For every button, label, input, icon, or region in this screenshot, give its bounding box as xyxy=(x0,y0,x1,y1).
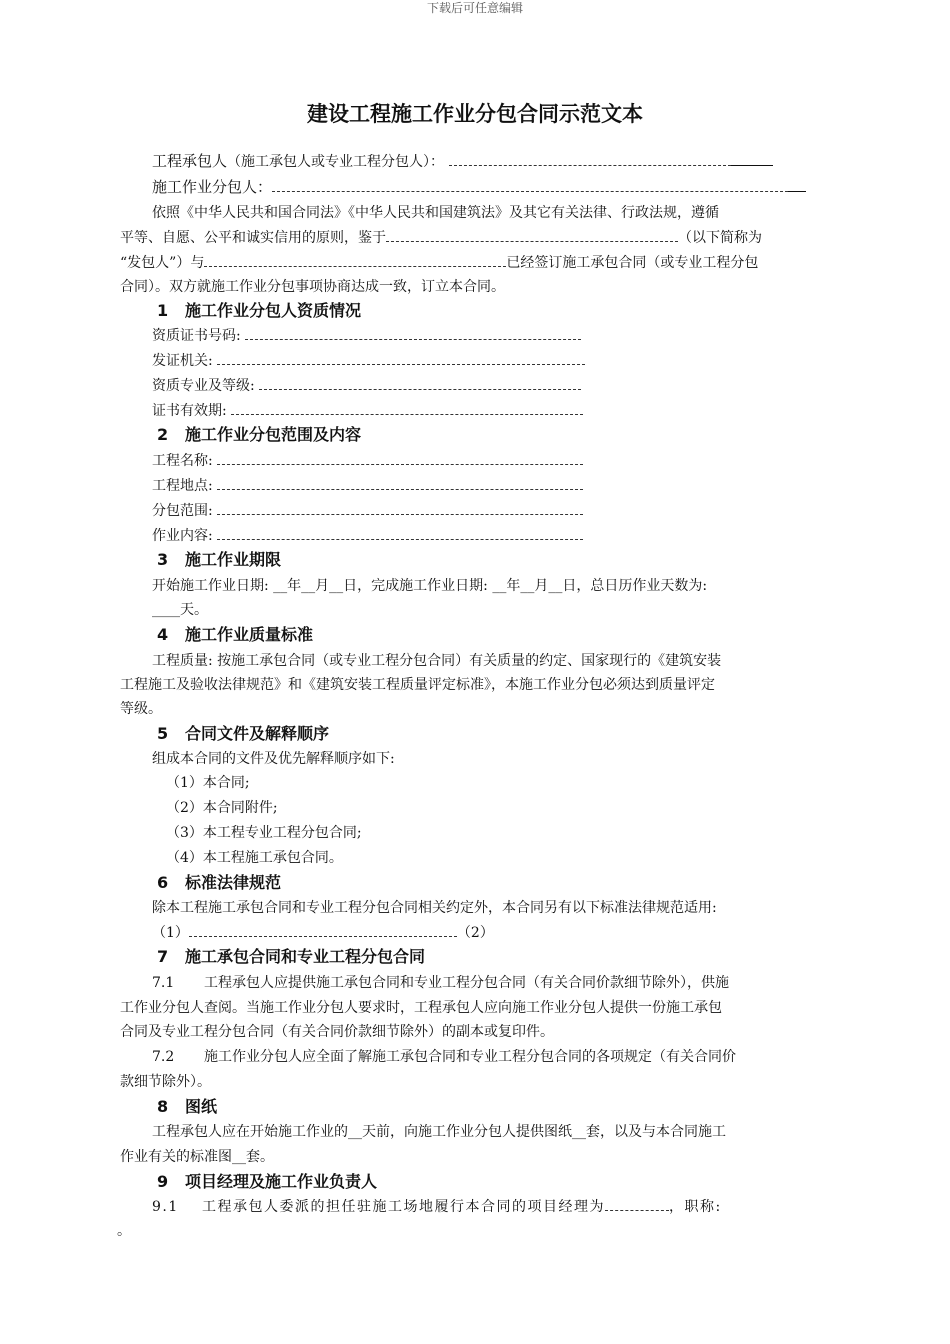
section-5-heading xyxy=(157,723,329,745)
s4-line-2: 工程施工及验收法律规范》和《建筑安装工程质量评定标准》，本施工作业分包必须达到质量评定 xyxy=(120,677,715,693)
document-title: 建设工程施工作业分包合同示范文本 xyxy=(307,102,643,126)
clause-7-1-number: 7.1 xyxy=(152,975,175,991)
s4-line-1: 工程质量: 按施工承包合同（或专业工程分包合同）有关质量的约定、国家现行的《建筑安装 xyxy=(152,653,722,669)
s5-item-3: （3）本工程专业工程分包合同; xyxy=(166,825,362,841)
s1-field-1-label: 资质证书号码: xyxy=(152,328,241,344)
preamble-line-2b: （以下简称为 xyxy=(678,230,762,246)
clause-7-2-text-1: 施工作业分包人应全面了解施工承包合同和专业工程分包合同的各项规定（有关合同价 xyxy=(204,1049,736,1065)
issuer-blank[interactable] xyxy=(204,253,506,267)
section-7-heading xyxy=(157,946,425,968)
s5-item-2: （2）本合同附件; xyxy=(166,800,278,816)
s2-field-3-blank[interactable] xyxy=(217,501,583,515)
section-2-heading xyxy=(157,424,361,446)
section-7-title: 施工承包合同和专业工程分包合同 xyxy=(185,947,426,966)
clause-9-1-number: 9.1 xyxy=(152,1199,179,1215)
section-1-title: 施工作业分包人资质情况 xyxy=(185,301,362,320)
contractor-line xyxy=(152,151,773,172)
s2-field-1 xyxy=(152,451,583,471)
section-6-title: 标准法律规范 xyxy=(185,873,282,892)
s2-field-2-blank[interactable] xyxy=(217,476,583,490)
clause-7-2-number: 7.2 xyxy=(152,1049,175,1065)
section-9-title: 项目经理及施工作业负责人 xyxy=(185,1172,378,1191)
section-5-number: 5 xyxy=(157,724,169,743)
subcontractor-blank[interactable] xyxy=(272,178,788,192)
preamble-line-3b: 已经签订施工承包合同（或专业工程分包 xyxy=(506,255,759,271)
s2-field-1-blank[interactable] xyxy=(217,451,583,465)
section-6-heading xyxy=(157,872,281,894)
section-8-title: 图纸 xyxy=(185,1097,218,1116)
clause-9-1-line-1 xyxy=(152,1197,722,1217)
s6-item-1-label: （1） xyxy=(152,925,189,941)
project-manager-blank[interactable] xyxy=(605,1197,669,1211)
clause-9-1-line-2: 。 xyxy=(117,1223,131,1239)
section-4-heading xyxy=(157,624,313,646)
section-1-heading xyxy=(157,300,361,322)
s2-field-4 xyxy=(152,526,583,546)
subcontractor-line xyxy=(152,177,806,197)
section-3-title: 施工作业期限 xyxy=(185,550,282,569)
section-7-number: 7 xyxy=(157,947,169,966)
contractor-blank-end xyxy=(731,152,773,166)
section-8-number: 8 xyxy=(157,1097,169,1116)
s6-line-2 xyxy=(152,923,494,943)
s8-line-1: 工程承包人应在开始施工作业的__天前，向施工作业分包人提供图纸__套，以及与本合同施工 xyxy=(152,1124,726,1140)
s2-field-4-label: 作业内容: xyxy=(152,528,213,544)
header-note: 下载后可任意编辑 xyxy=(426,1,523,15)
s1-field-3-label: 资质专业及等级: xyxy=(152,378,255,394)
clause-7-1-line-3: 合同及专业工程分包合同（有关合同价款细节除外）的副本或复印件。 xyxy=(120,1024,554,1040)
clause-7-2-line-1 xyxy=(152,1047,736,1067)
subcontractor-label: 施工作业分包人： xyxy=(152,178,273,196)
s2-field-2-label: 工程地点: xyxy=(152,478,213,494)
s1-field-4 xyxy=(152,401,583,421)
s6-item-2-label: （2） xyxy=(456,925,494,941)
s1-field-2-label: 发证机关: xyxy=(152,353,213,369)
s5-item-1: （1）本合同; xyxy=(166,775,250,791)
s1-field-4-label: 证书有效期: xyxy=(152,403,227,419)
section-2-number: 2 xyxy=(157,425,169,444)
s5-intro: 组成本合同的文件及优先解释顺序如下: xyxy=(152,751,395,767)
clause-9-1-text-a: 工程承包人委派的担任驻施工场地履行本合同的项目经理为 xyxy=(202,1199,605,1215)
section-4-title: 施工作业质量标准 xyxy=(185,625,314,644)
section-1-number: 1 xyxy=(157,301,169,320)
s1-field-2 xyxy=(152,351,585,371)
section-8-heading xyxy=(157,1096,217,1118)
section-3-number: 3 xyxy=(157,550,169,569)
s3-line-2: ____天。 xyxy=(152,602,208,618)
clause-9-1-text-b: ，职称: xyxy=(669,1199,722,1215)
s3-line-1: 开始施工作业日期: __年__月__日，完成施工作业日期: __年__月__日，总日历作业天数为: xyxy=(152,578,708,594)
s4-line-3: 等级。 xyxy=(120,701,162,717)
section-5-title: 合同文件及解释顺序 xyxy=(185,724,330,743)
contractor-hint: （施工承包人或专业工程分包人）： xyxy=(227,154,445,170)
s2-field-3-label: 分包范围: xyxy=(152,503,213,519)
s1-field-3-blank[interactable] xyxy=(259,376,581,390)
s1-field-1 xyxy=(152,326,581,346)
s2-field-3 xyxy=(152,501,583,521)
s1-field-4-blank[interactable] xyxy=(231,401,583,415)
preamble-line-2 xyxy=(120,228,762,248)
section-9-heading xyxy=(157,1171,377,1193)
s1-field-2-blank[interactable] xyxy=(217,351,585,365)
s8-line-2: 作业有关的标准图__套。 xyxy=(120,1149,274,1165)
preamble-line-3 xyxy=(120,253,758,273)
s5-item-4: （4）本工程施工承包合同。 xyxy=(166,850,343,866)
preamble-line-3a: “发包人”）与 xyxy=(120,255,205,271)
s1-field-3 xyxy=(152,376,581,396)
section-6-number: 6 xyxy=(157,873,169,892)
s1-field-1-blank[interactable] xyxy=(245,326,581,340)
s6-item-1-blank[interactable] xyxy=(189,923,457,937)
party-blank[interactable] xyxy=(386,228,678,242)
preamble-line-2a: 平等、自愿、公平和诚实信用的原则，鉴于 xyxy=(120,230,386,246)
section-2-title: 施工作业分包范围及内容 xyxy=(185,425,362,444)
subcontractor-blank-end xyxy=(788,178,806,192)
s2-field-2 xyxy=(152,476,583,496)
contractor-label: 工程承包人 xyxy=(152,152,228,170)
preamble-line-4: 合同）。双方就施工作业分包事项协商达成一致，订立本合同。 xyxy=(120,279,505,295)
s6-line-1: 除本工程施工承包合同和专业工程分包合同相关约定外，本合同另有以下标准法律规范适用: xyxy=(152,900,717,916)
s2-field-4-blank[interactable] xyxy=(217,526,583,540)
s2-field-1-label: 工程名称: xyxy=(152,453,213,469)
clause-7-2-line-2: 款细节除外）。 xyxy=(120,1074,211,1090)
preamble-line-1: 依照《中华人民共和国合同法》《中华人民共和国建筑法》及其它有关法律、行政法规，遵循 xyxy=(152,205,719,221)
contractor-blank[interactable] xyxy=(449,152,731,166)
section-4-number: 4 xyxy=(157,625,169,644)
section-3-heading xyxy=(157,549,281,571)
clause-7-1-text-1: 工程承包人应提供施工承包合同和专业工程分包合同（有关合同价款细节除外），供施 xyxy=(204,975,729,991)
clause-7-1-line-1 xyxy=(152,973,729,993)
clause-7-1-line-2: 工作业分包人查阅。当施工作业分包人要求时，工程承包人应向施工作业分包人提供一份施工承包 xyxy=(120,1000,722,1016)
section-9-number: 9 xyxy=(157,1172,169,1191)
